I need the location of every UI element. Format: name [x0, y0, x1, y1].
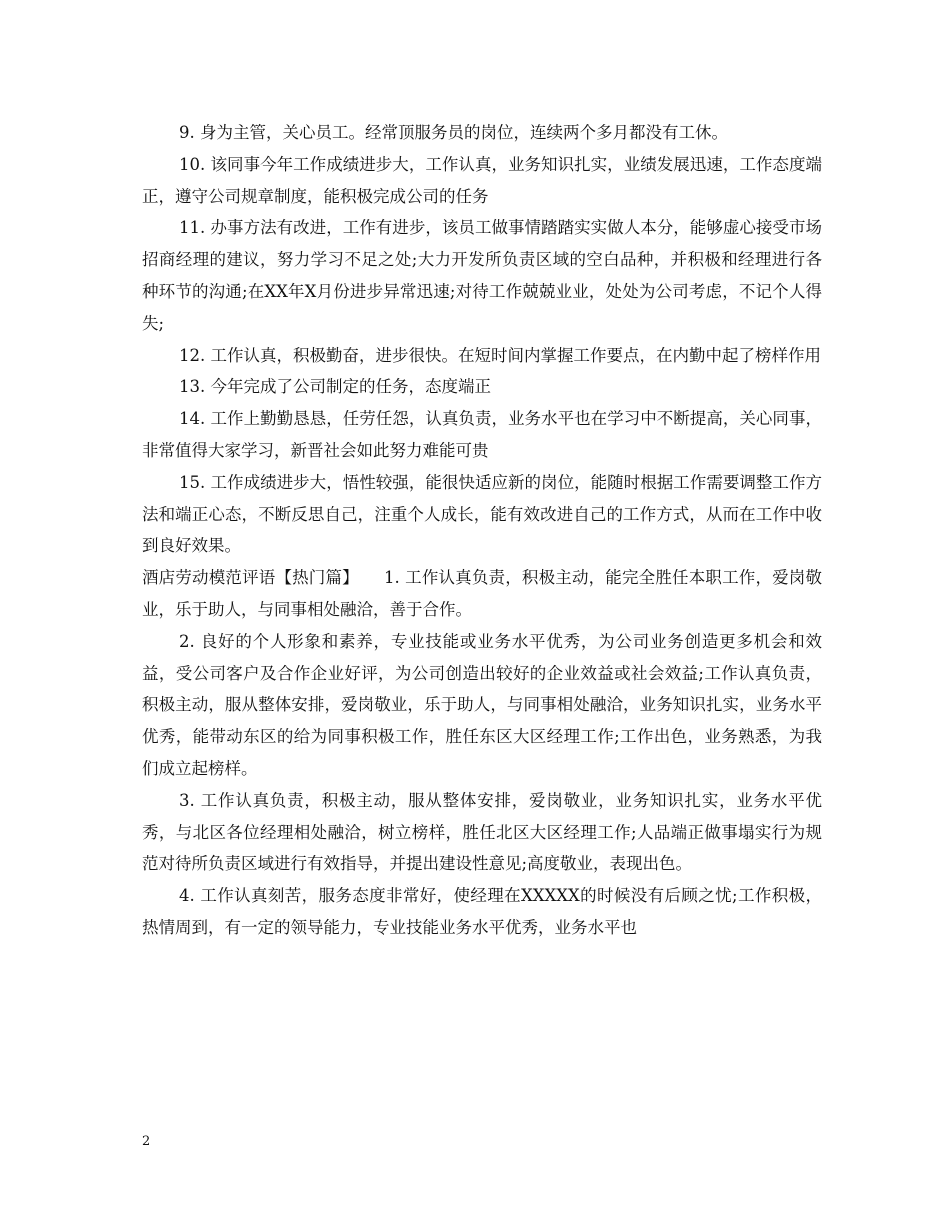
- paragraph-item-15: 15. 工作成绩进步大，悟性较强，能很快适应新的岗位，能随时根据工作需要调整工作方法和端正心态，不断反思自己，注重个人成长，能有效改进自己的工作方式，从而在工作中收到良好效果。: [142, 472, 822, 556]
- paragraph-item-10: 10. 该同事今年工作成绩进步大，工作认真，业务知识扎实，业绩发展迅速，工作态度端正，遵守公司规章制度，能积极完成公司的任务: [142, 154, 822, 206]
- paragraph-item-2: 2. 良好的个人形象和素养，专业技能或业务水平优秀，为公司业务创造更多机会和效益，受公司客户及合作企业好评，为公司创造出较好的企业效益或社会效益;工作认真负责，积极主动，服从整体安排，爱岗敬业，乐于助人，与同事相处融洽，业务知识扎实，业务水平优秀，能带动东区的给为同事积极工作，胜任东区大区经理工作;工作出色，业务熟悉，为我们成立起榜样。: [142, 631, 822, 778]
- paragraph-item-14: 14. 工作上勤勤恳恳，任劳任怨，认真负责，业务水平也在学习中不断提高，关心同事，非常值得大家学习，新晋社会如此努力难能可贵: [142, 409, 822, 460]
- page-number: 2: [142, 1134, 151, 1149]
- paragraph-item-11: 11. 办事方法有改进，工作有进步，该员工做事情踏踏实实做人本分，能够虚心接受市场招商经理的建议，努力学习不足之处;大力开发所负责区域的空白品种，并积极和经理进行各种环节的沟通;在XX年X月份进步异常迅速;对待工作兢兢业业，处处为公司考虑，不记个人得失;: [142, 218, 822, 333]
- paragraph-item-9: 9. 身为主管，关心员工。经常顶服务员的岗位，连续两个多月都没有工休。: [179, 123, 728, 142]
- paragraph-item-4: 4. 工作认真刻苦，服务态度非常好，使经理在XXXXX的时候没有后顾之忧;工作积极，热情周到，有一定的领导能力，专业技能业务水平优秀，业务水平也: [142, 886, 822, 937]
- document-body: [142, 117, 822, 944]
- paragraph-item-13: 13. 今年完成了公司制定的任务，态度端正: [179, 377, 491, 397]
- paragraph-item-12: 12. 工作认真，积极勤奋，进步很快。在短时间内掌握工作要点，在内勤中起了榜样作用: [179, 345, 821, 365]
- paragraph-item-3: 3. 工作认真负责，积极主动，服从整体安排，爱岗敬业，业务知识扎实，业务水平优秀，与北区各位经理相处融洽，树立榜样，胜任北区大区经理工作;人品端正做事塌实行为规范对待所负责区域进行有效指导，并提出建设性意见;高度敬业，表现出色。: [142, 790, 822, 874]
- section-heading-with-item-1: 酒店劳动模范评语【热门篇】 1. 工作认真负责，积极主动，能完全胜任本职工作，爱岗敬业，乐于助人，与同事相处融洽，善于合作。: [142, 568, 822, 619]
